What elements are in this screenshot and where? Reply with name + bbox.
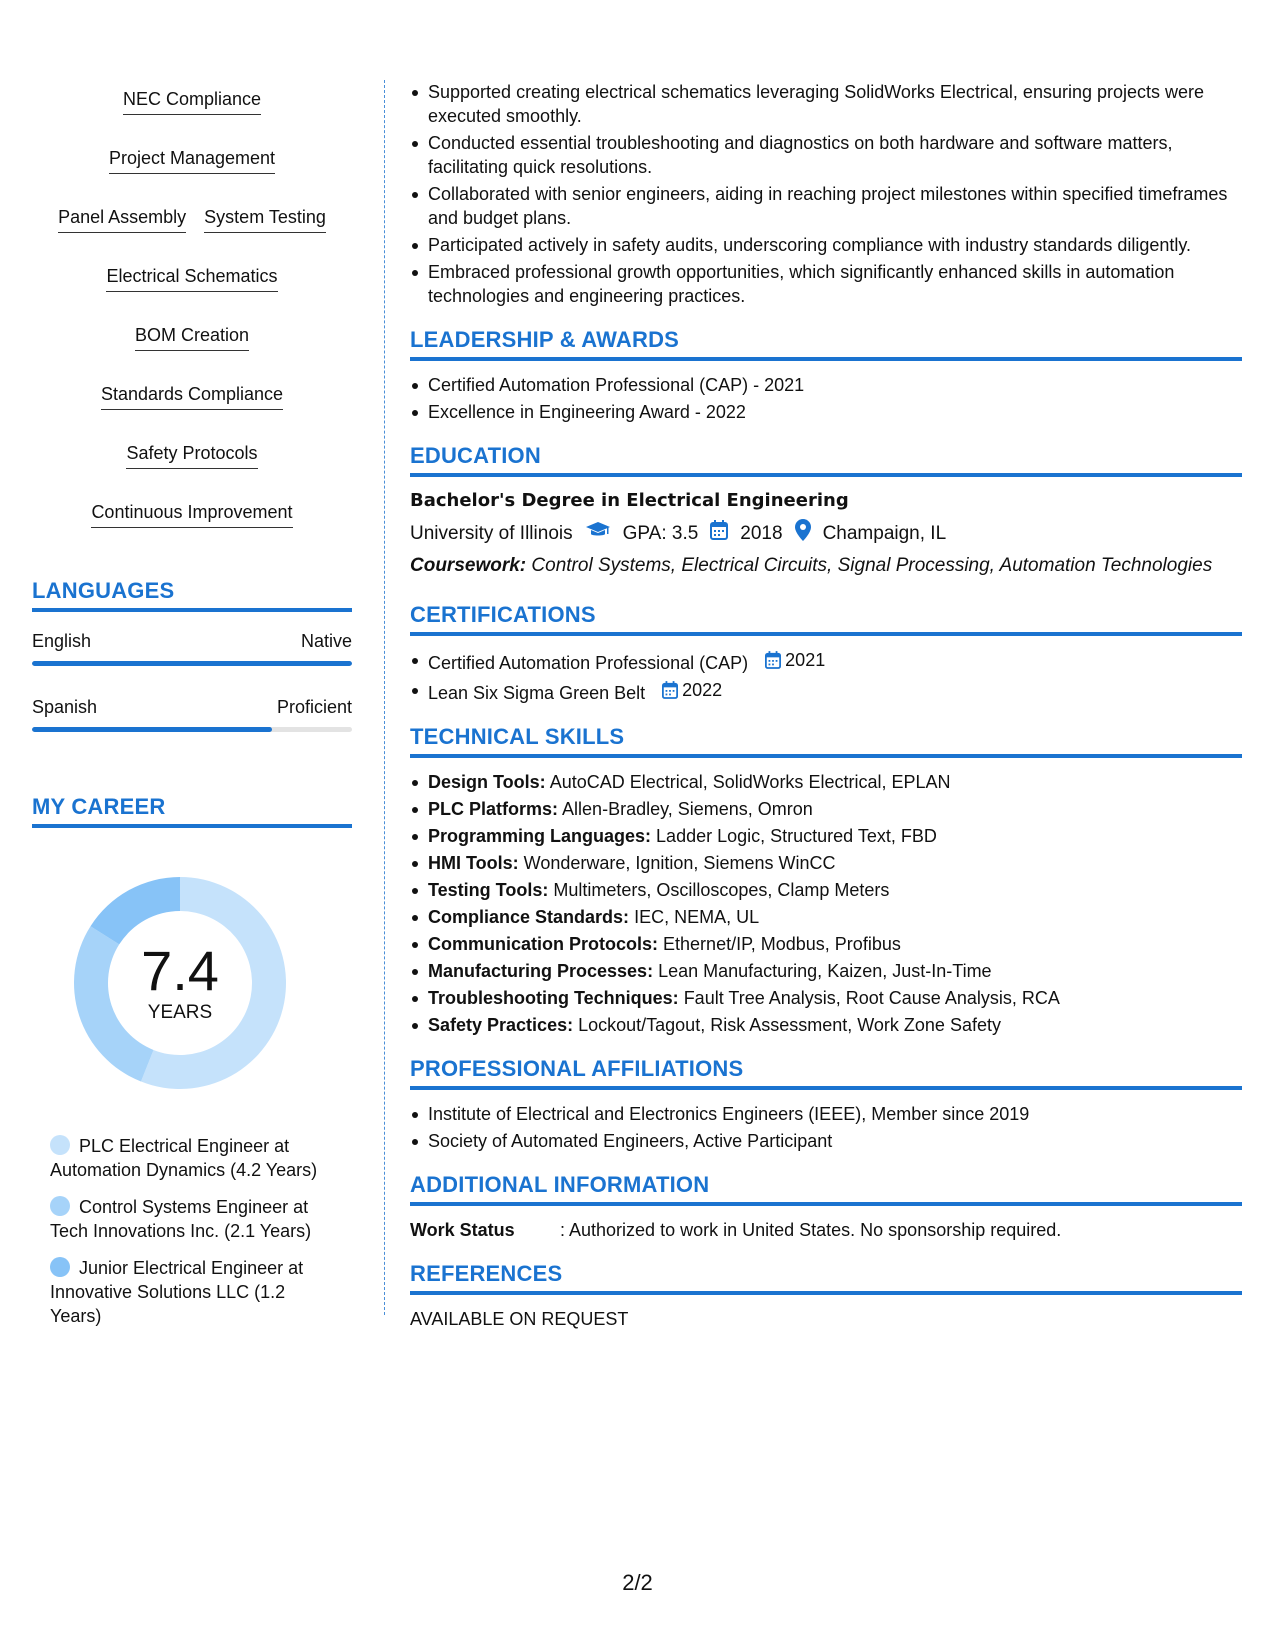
- career-legend-item: [50, 1134, 322, 1182]
- additional-info-heading: ADDITIONAL INFORMATION: [410, 1172, 1242, 1206]
- technical-skill-item: [410, 851, 1242, 875]
- skill-category: HMI Tools:: [428, 853, 519, 873]
- career-total-unit: YEARS: [147, 1002, 213, 1023]
- leadership-item: Certified Automation Professional (CAP) - 2021: [410, 373, 1242, 397]
- skill-values: Lockout/Tagout, Risk Assessment, Work Zone Safety: [578, 1015, 1001, 1035]
- certification-item: [410, 678, 1242, 705]
- skill-category: Programming Languages:: [428, 826, 652, 846]
- technical-skill-item: [410, 824, 1242, 848]
- leadership-list: [410, 373, 1242, 424]
- column-divider: [384, 80, 385, 1315]
- career-legend-text: Control Systems Engineer at Tech Innovations Inc. (2.1 Years): [50, 1197, 312, 1241]
- leadership-item: Excellence in Engineering Award - 2022: [410, 400, 1242, 424]
- work-status-value: : Authorized to work in United States. No sponsorship required.: [560, 1220, 1062, 1240]
- skill-category: Safety Practices:: [428, 1015, 574, 1035]
- skill-category: Manufacturing Processes:: [428, 961, 654, 981]
- affiliation-item: Society of Automated Engineers, Active Participant: [410, 1129, 1242, 1153]
- experience-bullet: Collaborated with senior engineers, aiding in reaching project milestones within specified timeframes and budget plans.: [410, 182, 1242, 230]
- coursework-label: Coursework:: [410, 555, 527, 576]
- graduation-year: 2018: [740, 523, 783, 544]
- technical-skill-item: [410, 959, 1242, 983]
- skill-tag: BOM Creation: [135, 324, 249, 351]
- language-bar-fill: [32, 661, 352, 666]
- language-name: Spanish: [32, 697, 98, 717]
- coursework-text: Control Systems, Electrical Circuits, Signal Processing, Automation Technologies: [531, 555, 1213, 576]
- page-number: 2/2: [622, 1570, 653, 1595]
- language-level: Native: [300, 631, 352, 651]
- language-level: Proficient: [276, 697, 352, 717]
- skill-tag: Electrical Schematics: [106, 265, 277, 292]
- certification-name: Lean Six Sigma Green Belt: [428, 683, 646, 703]
- affiliations-heading: PROFESSIONAL AFFILIATIONS: [410, 1056, 1242, 1090]
- languages-heading: LANGUAGES: [32, 578, 352, 612]
- skill-category: Communication Protocols:: [428, 934, 659, 954]
- skill-tag: Project Management: [109, 147, 275, 174]
- references-heading: REFERENCES: [410, 1261, 1242, 1295]
- education-meta: [410, 519, 1242, 549]
- leadership-heading: LEADERSHIP & AWARDS: [410, 327, 1242, 361]
- affiliation-item: Institute of Electrical and Electronics Engineers (IEEE), Member since 2019: [410, 1102, 1242, 1126]
- technical-skill-item: [410, 1013, 1242, 1037]
- technical-skill-item: [410, 932, 1242, 956]
- coursework: [410, 554, 1242, 578]
- skill-values: IEC, NEMA, UL: [634, 907, 760, 927]
- skill-tags: [32, 84, 352, 528]
- right-column: [410, 80, 1242, 1331]
- skill-tag: Safety Protocols: [126, 442, 257, 469]
- language-bar-fill: [32, 727, 272, 732]
- skill-values: Lean Manufacturing, Kaizen, Just-In-Time: [658, 961, 992, 981]
- skill-tag: System Testing: [204, 206, 326, 233]
- skill-category: Troubleshooting Techniques:: [428, 988, 679, 1008]
- technical-skill-item: [410, 878, 1242, 902]
- career-legend-text: PLC Electrical Engineer at Automation Dynamics (4.2 Years): [50, 1136, 318, 1180]
- calendar-icon: [710, 520, 728, 548]
- skill-category: Design Tools:: [428, 772, 546, 792]
- language-item: [32, 696, 352, 732]
- legend-dot-icon: [50, 1196, 70, 1216]
- technical-skill-item: [410, 797, 1242, 821]
- career-legend-item: [50, 1195, 322, 1243]
- work-status-row: [410, 1218, 1242, 1242]
- certification-year: 2021: [785, 650, 826, 670]
- degree-title: Bachelor's Degree in Electrical Engineering: [410, 490, 849, 511]
- skill-values: Ladder Logic, Structured Text, FBD: [656, 826, 937, 846]
- technical-skills-heading: TECHNICAL SKILLS: [410, 724, 1242, 758]
- language-name: English: [32, 631, 92, 651]
- skill-values: AutoCAD Electrical, SolidWorks Electrical, EPLAN: [549, 772, 951, 792]
- skill-tag: Panel Assembly: [58, 206, 186, 233]
- school-name: University of Illinois: [410, 523, 573, 544]
- skill-values: Wonderware, Ignition, Siemens WinCC: [523, 853, 836, 873]
- skill-tag: Standards Compliance: [101, 383, 283, 410]
- calendar-icon: [765, 651, 781, 669]
- graduation-cap-icon: [585, 521, 611, 547]
- education-heading: EDUCATION: [410, 443, 1242, 477]
- legend-dot-icon: [50, 1257, 70, 1277]
- legend-dot-icon: [50, 1135, 70, 1155]
- language-bar: [32, 661, 352, 666]
- career-legend: [32, 1134, 322, 1328]
- skill-tag: NEC Compliance: [123, 88, 261, 115]
- career-legend-item: [50, 1256, 322, 1328]
- skill-category: PLC Platforms:: [428, 799, 559, 819]
- affiliations-list: [410, 1102, 1242, 1153]
- left-column: [32, 84, 352, 1341]
- work-status-label: Work Status: [410, 1220, 515, 1240]
- career-legend-text: Junior Electrical Engineer at Innovative Solutions LLC (1.2 Years): [50, 1258, 304, 1326]
- certifications-list: [410, 648, 1242, 705]
- language-item: [32, 630, 352, 666]
- technical-skills-list: [410, 770, 1242, 1037]
- skill-tag: Continuous Improvement: [91, 501, 292, 528]
- experience-bullet: Supported creating electrical schematics leveraging SolidWorks Electrical, ensuring projects were executed smoothly.: [410, 80, 1242, 128]
- language-bar: [32, 727, 352, 732]
- skill-category: Testing Tools:: [428, 880, 549, 900]
- career-donut-chart: [65, 868, 295, 1098]
- certifications-heading: CERTIFICATIONS: [410, 602, 1242, 636]
- certification-year: 2022: [682, 680, 723, 700]
- references-text: AVAILABLE ON REQUEST: [410, 1309, 629, 1329]
- map-pin-icon: [795, 519, 811, 549]
- experience-bullet: Embraced professional growth opportunities, which significantly enhanced skills in automation technologies and engineering practices.: [410, 260, 1242, 308]
- career-total-value: 7.4: [141, 939, 219, 1002]
- skill-values: Ethernet/IP, Modbus, Profibus: [663, 934, 901, 954]
- certification-item: [410, 648, 1242, 675]
- technical-skill-item: [410, 986, 1242, 1010]
- skill-values: Allen-Bradley, Siemens, Omron: [562, 799, 813, 819]
- skill-values: Multimeters, Oscilloscopes, Clamp Meters: [553, 880, 890, 900]
- gpa: GPA: 3.5: [622, 523, 699, 544]
- technical-skill-item: [410, 905, 1242, 929]
- calendar-icon: [662, 681, 678, 699]
- career-heading: MY CAREER: [32, 794, 352, 828]
- school-location: Champaign, IL: [822, 523, 947, 544]
- experience-bullet: Participated actively in safety audits, underscoring compliance with industry standards diligently.: [410, 233, 1242, 257]
- experience-bullets: [410, 80, 1242, 308]
- certification-name: Certified Automation Professional (CAP): [428, 653, 749, 673]
- skill-values: Fault Tree Analysis, Root Cause Analysis, RCA: [683, 988, 1060, 1008]
- technical-skill-item: [410, 770, 1242, 794]
- experience-bullet: Conducted essential troubleshooting and diagnostics on both hardware and software matters, facilitating quick resolutions.: [410, 131, 1242, 179]
- skill-category: Compliance Standards:: [428, 907, 630, 927]
